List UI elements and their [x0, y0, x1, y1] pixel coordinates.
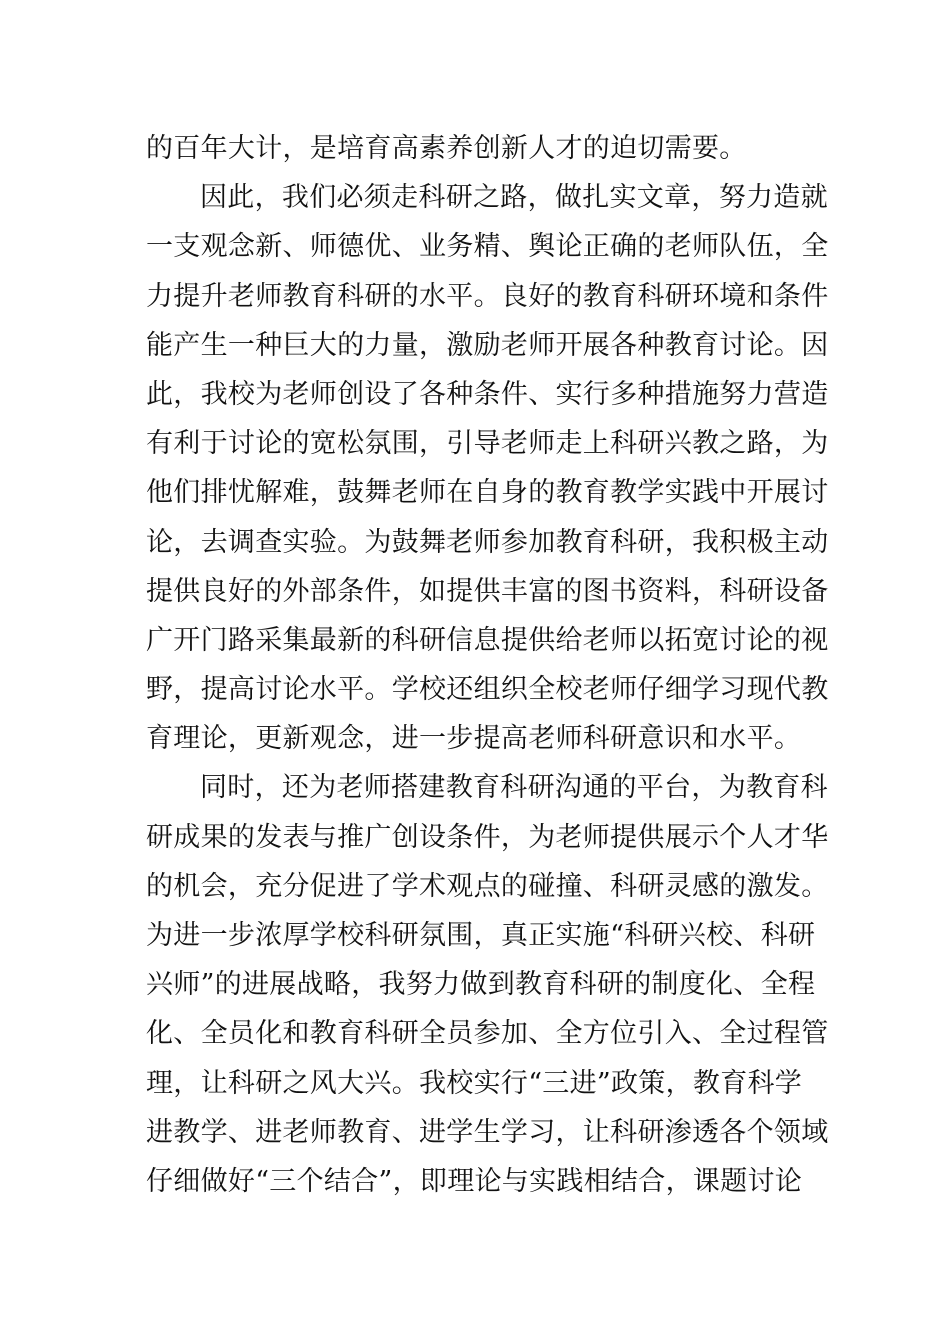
- text-line: 进教学、进老师教育、进学生学习，让科研渗透各个领域: [146, 1116, 829, 1148]
- text-line: 论，去调查实验。为鼓舞老师参加教育科研，我积极主动: [146, 526, 829, 558]
- text-line: 理，让科研之风大兴。我校实行“三进”政策，教育科学: [146, 1067, 803, 1099]
- text-line: 此，我校为老师创设了各种条件、实行多种措施努力营造: [146, 378, 829, 410]
- text-line: 他们排忧解难，鼓舞老师在自身的教育教学实践中开展讨: [146, 477, 829, 509]
- text-line: 能产生一种巨大的力量，激励老师开展各种教育讨论。因: [146, 329, 829, 361]
- paragraph-first-line: 同时，还为老师搭建教育科研沟通的平台，为教育科: [200, 772, 828, 804]
- text-line: 有利于讨论的宽松氛围，引导老师走上科研兴教之路，为: [146, 428, 829, 460]
- text-line: 提供良好的外部条件，如提供丰富的图书资料，科研设备: [146, 575, 829, 607]
- text-line: 的机会，充分促进了学术观点的碰撞、科研灵感的激发。: [146, 870, 829, 902]
- text-line: 研成果的发表与推广创设条件，为老师提供展示个人才华: [146, 821, 829, 853]
- document-body: [146, 124, 829, 1206]
- text-line: 化、全员化和教育科研全员参加、全方位引入、全过程管: [146, 1018, 829, 1050]
- text-line: 野，提高讨论水平。学校还组织全校老师仔细学习现代教: [146, 674, 829, 706]
- text-line: 一支观念新、师德优、业务精、舆论正确的老师队伍，全: [146, 231, 829, 263]
- text-line: 广开门路采集最新的科研信息提供给老师以拓宽讨论的视: [146, 624, 829, 656]
- paragraph-first-line: 因此，我们必须走科研之路，做扎实文章，努力造就: [200, 182, 828, 214]
- text-line: 兴师”的进展战略，我努力做到教育科研的制度化、全程: [146, 969, 816, 1001]
- text-line: 仔细做好“三个结合”，即理论与实践相结合，课题讨论: [146, 1165, 803, 1197]
- text-line: 的百年大计，是培育高素养创新人才的迫切需要。: [146, 133, 747, 164]
- text-line: 力提升老师教育科研的水平。良好的教育科研环境和条件: [146, 280, 829, 312]
- text-line: 为进一步浓厚学校科研氛围，真正实施“科研兴校、科研: [146, 920, 816, 951]
- text-line: 育理论，更新观念，进一步提高老师科研意识和水平。: [146, 723, 802, 755]
